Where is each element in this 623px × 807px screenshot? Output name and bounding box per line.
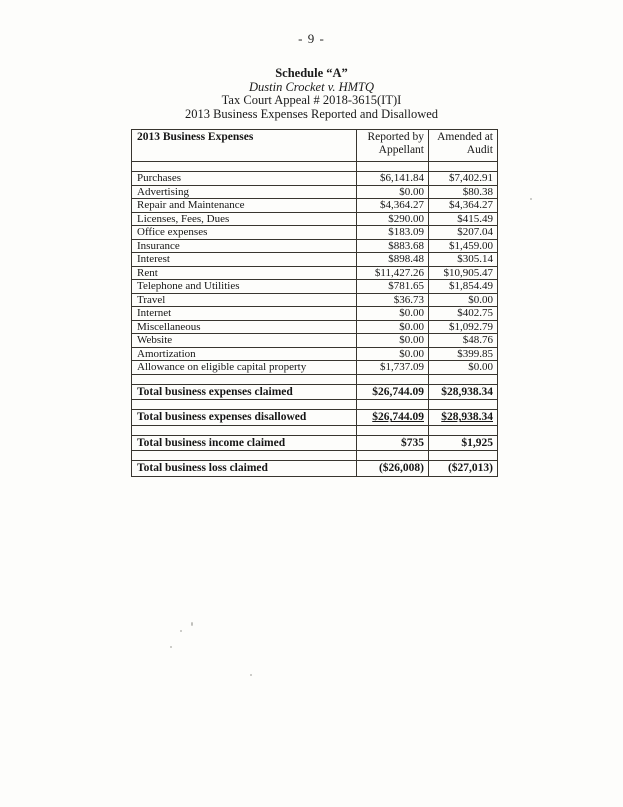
amended-amount-cell: $1,854.49 [429,280,498,294]
empty-cell [429,374,498,384]
expenses-table-header [132,130,498,162]
reported-amount-cell: $4,364.27 [357,199,429,213]
empty-cell [132,425,357,435]
expense-label-cell: Allowance on eligible capital property [132,361,357,375]
reported-amount-cell: $898.48 [357,253,429,267]
document-subtitle: 2013 Business Expenses Reported and Disallowed [184,106,439,121]
page-number: - 9 - [298,31,325,46]
column-header-expenses: 2013 Business Expenses [132,130,357,162]
empty-cell [132,162,357,172]
expense-row [132,185,498,199]
amended-amount-cell: $0.00 [429,293,498,307]
expense-label-cell: Amortization [132,347,357,361]
amended-amount-cell: $4,364.27 [429,199,498,213]
amended-amount-cell: $28,938.34 [429,384,498,400]
total-row [132,384,498,400]
amended-amount-cell: $80.38 [429,185,498,199]
expense-label-cell: Total business expenses disallowed [132,410,357,426]
amended-amount-cell: $28,938.34 [429,410,498,426]
expense-label-cell: Purchases [132,172,357,186]
amended-amount-cell: $305.14 [429,253,498,267]
expense-row [132,320,498,334]
expense-row [132,280,498,294]
spacer-row [132,451,498,461]
expense-row [132,334,498,348]
expense-label-cell: Internet [132,307,357,321]
empty-cell [429,400,498,410]
column-header-reported-line1: Reported by [367,131,424,143]
empty-cell [357,451,429,461]
expense-row [132,266,498,280]
empty-cell [357,400,429,410]
reported-amount-cell: $0.00 [357,320,429,334]
empty-cell [357,162,429,172]
spacer-row [132,374,498,384]
amended-amount-cell: $207.04 [429,226,498,240]
expense-row [132,253,498,267]
reported-amount-cell: $6,141.84 [357,172,429,186]
reported-amount-cell: ($26,008) [357,461,429,477]
expense-label-cell: Office expenses [132,226,357,240]
empty-cell [357,425,429,435]
empty-cell [132,374,357,384]
expenses-table-body [132,162,498,477]
reported-amount-cell: $290.00 [357,212,429,226]
amended-amount-cell: $415.49 [429,212,498,226]
expenses-table [131,129,498,477]
expense-row [132,226,498,240]
amended-amount-cell: $7,402.91 [429,172,498,186]
total-row [132,435,498,451]
amended-amount-cell: $0.00 [429,361,498,375]
reported-amount-cell: $883.68 [357,239,429,253]
amended-amount-cell: $1,925 [429,435,498,451]
scan-speck [250,674,252,676]
empty-cell [429,162,498,172]
reported-amount-cell: $0.00 [357,334,429,348]
total-row [132,410,498,426]
expense-row [132,212,498,226]
column-header-amended-line1: Amended at [437,131,493,143]
schedule-title: Schedule “A” [275,66,348,80]
empty-cell [429,451,498,461]
scan-speck [180,630,182,632]
total-row [132,461,498,477]
reported-amount-cell: $11,427.26 [357,266,429,280]
expense-label-cell: Rent [132,266,357,280]
column-header-amended [429,130,498,162]
reported-amount-cell: $36.73 [357,293,429,307]
reported-amount-cell: $0.00 [357,185,429,199]
expense-label-cell: Licenses, Fees, Dues [132,212,357,226]
empty-cell [132,400,357,410]
scan-speck [170,646,172,648]
expense-label-cell: Travel [132,293,357,307]
amended-amount-cell: $1,459.00 [429,239,498,253]
column-header-reported-line2: Appellant [378,144,424,156]
empty-cell [132,451,357,461]
spacer-row [132,400,498,410]
empty-cell [357,374,429,384]
empty-cell [429,425,498,435]
reported-amount-cell: $26,744.09 [357,384,429,400]
expense-row [132,199,498,213]
case-name: Dustin Crocket v. HMTQ [249,79,374,94]
column-header-amended-line2: Audit [466,144,493,156]
expense-label-cell: Total business expenses claimed [132,384,357,400]
expense-label-cell: Insurance [132,239,357,253]
scan-speck [191,622,193,626]
expense-row [132,172,498,186]
amended-amount-cell: ($27,013) [429,461,498,477]
expense-row [132,307,498,321]
expense-row [132,361,498,375]
spacer-row [132,162,498,172]
expense-label-cell: Total business income claimed [132,435,357,451]
expense-row [132,347,498,361]
expense-label-cell: Miscellaneous [132,320,357,334]
appeal-number: Tax Court Appeal # 2018-3615(IT)I [221,93,402,107]
spacer-row [132,425,498,435]
reported-amount-cell: $0.00 [357,347,429,361]
amended-amount-cell: $48.76 [429,334,498,348]
reported-amount-cell: $0.00 [357,307,429,321]
column-header-reported [357,130,429,162]
scan-speck [530,198,532,200]
amended-amount-cell: $402.75 [429,307,498,321]
reported-amount-cell: $781.65 [357,280,429,294]
reported-amount-cell: $1,737.09 [357,361,429,375]
expense-row [132,293,498,307]
expense-label-cell: Telephone and Utilities [132,280,357,294]
amended-amount-cell: $399.85 [429,347,498,361]
document-header [0,67,623,121]
reported-amount-cell: $183.09 [357,226,429,240]
amended-amount-cell: $1,092.79 [429,320,498,334]
expense-label-cell: Website [132,334,357,348]
reported-amount-cell: $735 [357,435,429,451]
expense-row [132,239,498,253]
reported-amount-cell: $26,744.09 [357,410,429,426]
expense-label-cell: Advertising [132,185,357,199]
expense-label-cell: Interest [132,253,357,267]
expense-label-cell: Total business loss claimed [132,461,357,477]
expense-label-cell: Repair and Maintenance [132,199,357,213]
header-row [132,130,498,162]
amended-amount-cell: $10,905.47 [429,266,498,280]
